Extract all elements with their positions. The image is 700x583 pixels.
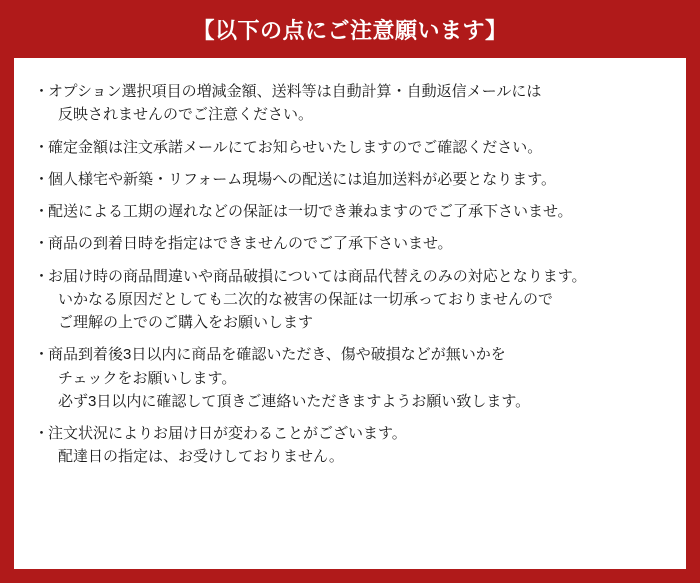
bullet-icon: ・	[34, 235, 50, 253]
list-item	[34, 422, 666, 469]
notice-text: お届け時の商品間違いや商品破損については商品代替えのみの対応となります。	[48, 267, 587, 285]
bullet-icon: ・	[34, 138, 50, 156]
notice-text: 商品到着後3日以内に商品を確認いただき、傷や破損などが無いかを	[48, 346, 506, 364]
notice-text: いかなる原因だとしても二次的な被害の保証は一切承っておりませんので	[58, 290, 554, 308]
list-item	[34, 168, 666, 191]
notice-line-primary	[34, 422, 666, 445]
notice-line-continuation	[34, 311, 666, 334]
notice-text: チェックをお願いします。	[58, 369, 237, 387]
notice-text: 商品の到着日時を指定はできませんのでご了承下さいませ。	[48, 235, 453, 253]
notice-text: 個人様宅や新築・リフォーム現場への配送には追加送料が必要となります。	[48, 170, 557, 188]
bullet-icon: ・	[34, 203, 50, 220]
notice-line-primary	[34, 200, 666, 223]
notice-line-continuation	[34, 103, 666, 126]
notice-line-continuation	[34, 288, 666, 311]
notice-line-primary	[34, 168, 666, 191]
bullet-icon: ・	[34, 170, 50, 188]
notice-line-continuation	[34, 390, 666, 413]
list-item	[34, 200, 666, 223]
notice-text: 反映されませんのでご注意ください。	[58, 106, 314, 124]
notice-list	[34, 80, 666, 469]
list-item	[34, 136, 666, 159]
list-item	[34, 343, 666, 413]
notice-header	[0, 0, 700, 58]
page-title: 【以下の点にご注意願います】	[192, 17, 508, 43]
notice-text: ご理解の上でのご購入をお願いします	[58, 314, 314, 331]
notice-text: 配達日の指定は、お受けしておりません。	[58, 448, 344, 466]
notice-line-primary	[34, 265, 666, 288]
list-item	[34, 265, 666, 335]
notice-line-primary	[34, 343, 666, 366]
notice-text: 必ず3日以内に確認して頂きご連絡いただきますようお願い致します。	[58, 392, 531, 410]
bullet-icon: ・	[34, 267, 50, 285]
notice-body	[14, 58, 686, 569]
notice-text: 確定金額は注文承諾メールにてお知らせいたしますのでご確認ください。	[48, 138, 543, 156]
notice-text: 注文状況によりお届け日が変わることがございます。	[48, 425, 407, 442]
notice-line-continuation	[34, 445, 666, 468]
notice-text: 配送による工期の遅れなどの保証は一切でき兼ねますのでご了承下さいませ。	[48, 203, 573, 220]
notice-text: オプション選択項目の増減金額、送料等は自動計算・自動返信メールには	[48, 83, 542, 100]
bullet-icon: ・	[34, 346, 50, 364]
bullet-icon: ・	[34, 425, 50, 442]
notice-line-continuation	[34, 367, 666, 390]
notice-line-primary	[34, 80, 666, 103]
list-item	[34, 232, 666, 255]
notice-line-primary	[34, 136, 666, 159]
bullet-icon: ・	[34, 83, 50, 100]
notice-line-primary	[34, 232, 666, 255]
list-item	[34, 80, 666, 127]
